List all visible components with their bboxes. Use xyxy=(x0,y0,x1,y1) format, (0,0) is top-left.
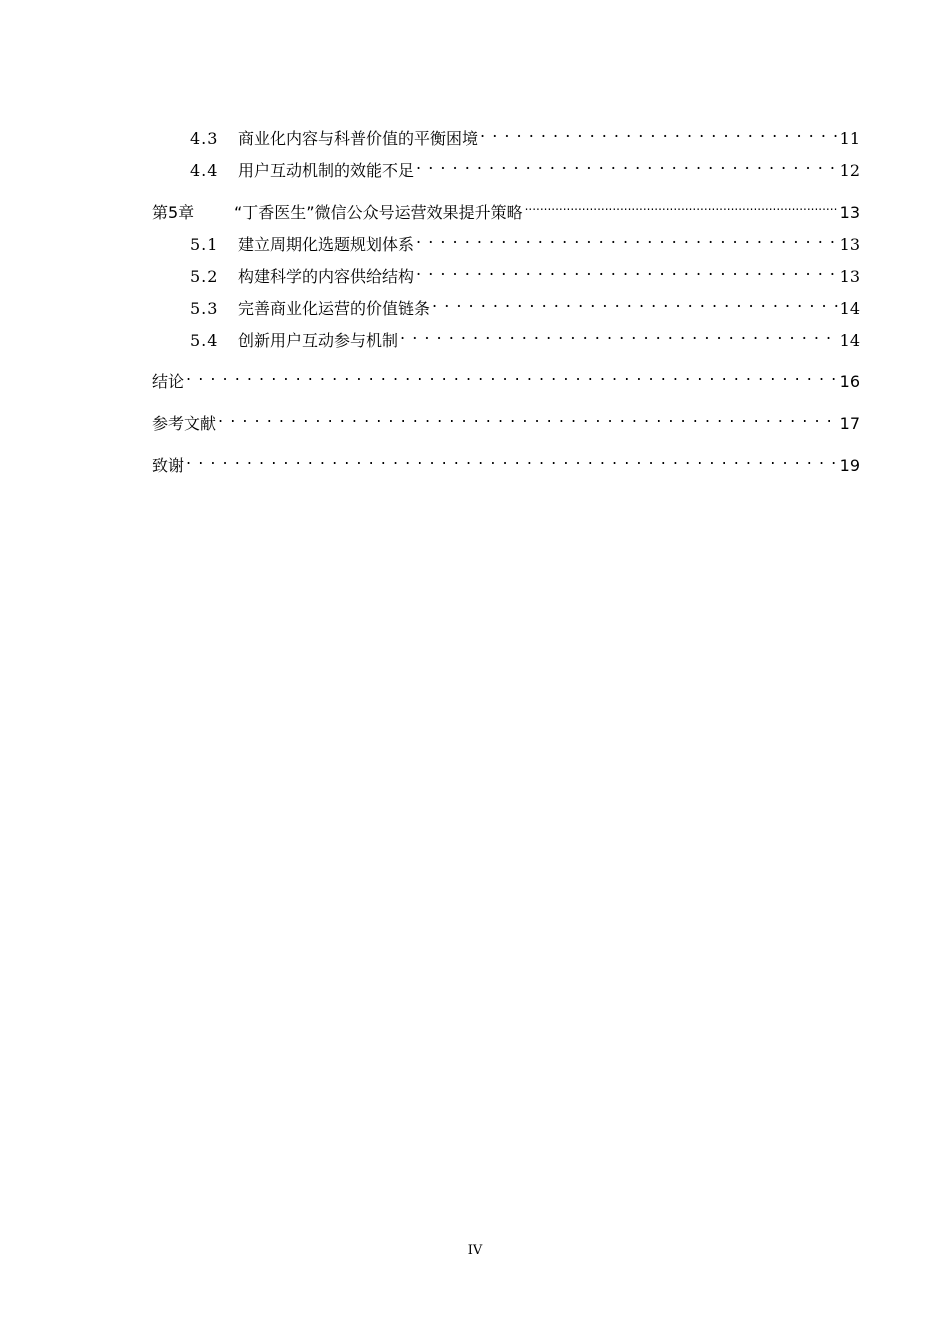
toc-entry-number: 第5章 xyxy=(152,203,195,222)
toc-leader-dots xyxy=(186,363,838,387)
toc-entry-title: 致谢 xyxy=(152,456,185,475)
toc-leader-dots xyxy=(432,290,838,314)
page-number: IV xyxy=(467,1243,483,1258)
toc-entry-title: 商业化内容与科普价值的平衡困境 xyxy=(238,129,479,148)
toc-entry-5-4[interactable] xyxy=(190,322,860,350)
toc-entry-number: 5.4 xyxy=(190,331,219,350)
toc-entry-page: 12 xyxy=(839,161,860,180)
toc-entry-page: 16 xyxy=(839,372,860,391)
toc-entry-page: 14 xyxy=(839,299,860,318)
toc-entry-number: 4.4 xyxy=(190,161,219,180)
toc-entry-number: 5.1 xyxy=(190,235,219,254)
toc-entry-acknowledgements[interactable] xyxy=(152,447,860,475)
toc-leader-dots xyxy=(218,405,838,429)
toc-leader-dots xyxy=(480,120,838,144)
toc-entry-references[interactable] xyxy=(152,405,860,433)
toc-entry-page: 11 xyxy=(839,129,860,148)
toc-entry-title: 参考文献 xyxy=(152,414,217,433)
toc-entry-page: 19 xyxy=(839,456,860,475)
toc-entry-title: 用户互动机制的效能不足 xyxy=(238,161,415,180)
toc-leader-dots xyxy=(525,194,838,218)
toc-leader-dots xyxy=(416,258,838,282)
toc-entry-title: 结论 xyxy=(152,372,185,391)
toc-entry-conclusion[interactable] xyxy=(152,363,860,391)
toc-entry-title: 完善商业化运营的价值链条 xyxy=(238,299,431,318)
toc-leader-dots xyxy=(416,152,838,176)
toc-entry-5-1[interactable] xyxy=(190,226,860,254)
toc-entry-title: 构建科学的内容供给结构 xyxy=(238,267,415,286)
toc-entry-number: 5.3 xyxy=(190,299,219,318)
toc-entry-5-2[interactable] xyxy=(190,258,860,286)
toc-entry-title: “丁香医生”微信公众号运营效果提升策略 xyxy=(234,203,523,222)
toc-entry-4-3[interactable] xyxy=(190,120,860,148)
toc-entry-5-3[interactable] xyxy=(190,290,860,318)
toc-entry-page: 13 xyxy=(839,235,860,254)
toc-entry-page: 14 xyxy=(839,331,860,350)
toc-entry-title: 创新用户互动参与机制 xyxy=(238,331,399,350)
toc-leader-dots xyxy=(186,447,838,471)
toc-entry-chapter-5[interactable] xyxy=(152,194,860,222)
toc-entry-page: 17 xyxy=(839,414,860,433)
toc-entry-number: 5.2 xyxy=(190,267,219,286)
toc-leader-dots xyxy=(400,322,838,346)
toc-entry-page: 13 xyxy=(839,267,860,286)
toc-leader-dots xyxy=(416,226,838,250)
toc-entry-page: 13 xyxy=(839,203,860,222)
toc-entry-number: 4.3 xyxy=(190,129,219,148)
toc-entry-title: 建立周期化选题规划体系 xyxy=(238,235,415,254)
toc-entry-4-4[interactable] xyxy=(190,152,860,180)
